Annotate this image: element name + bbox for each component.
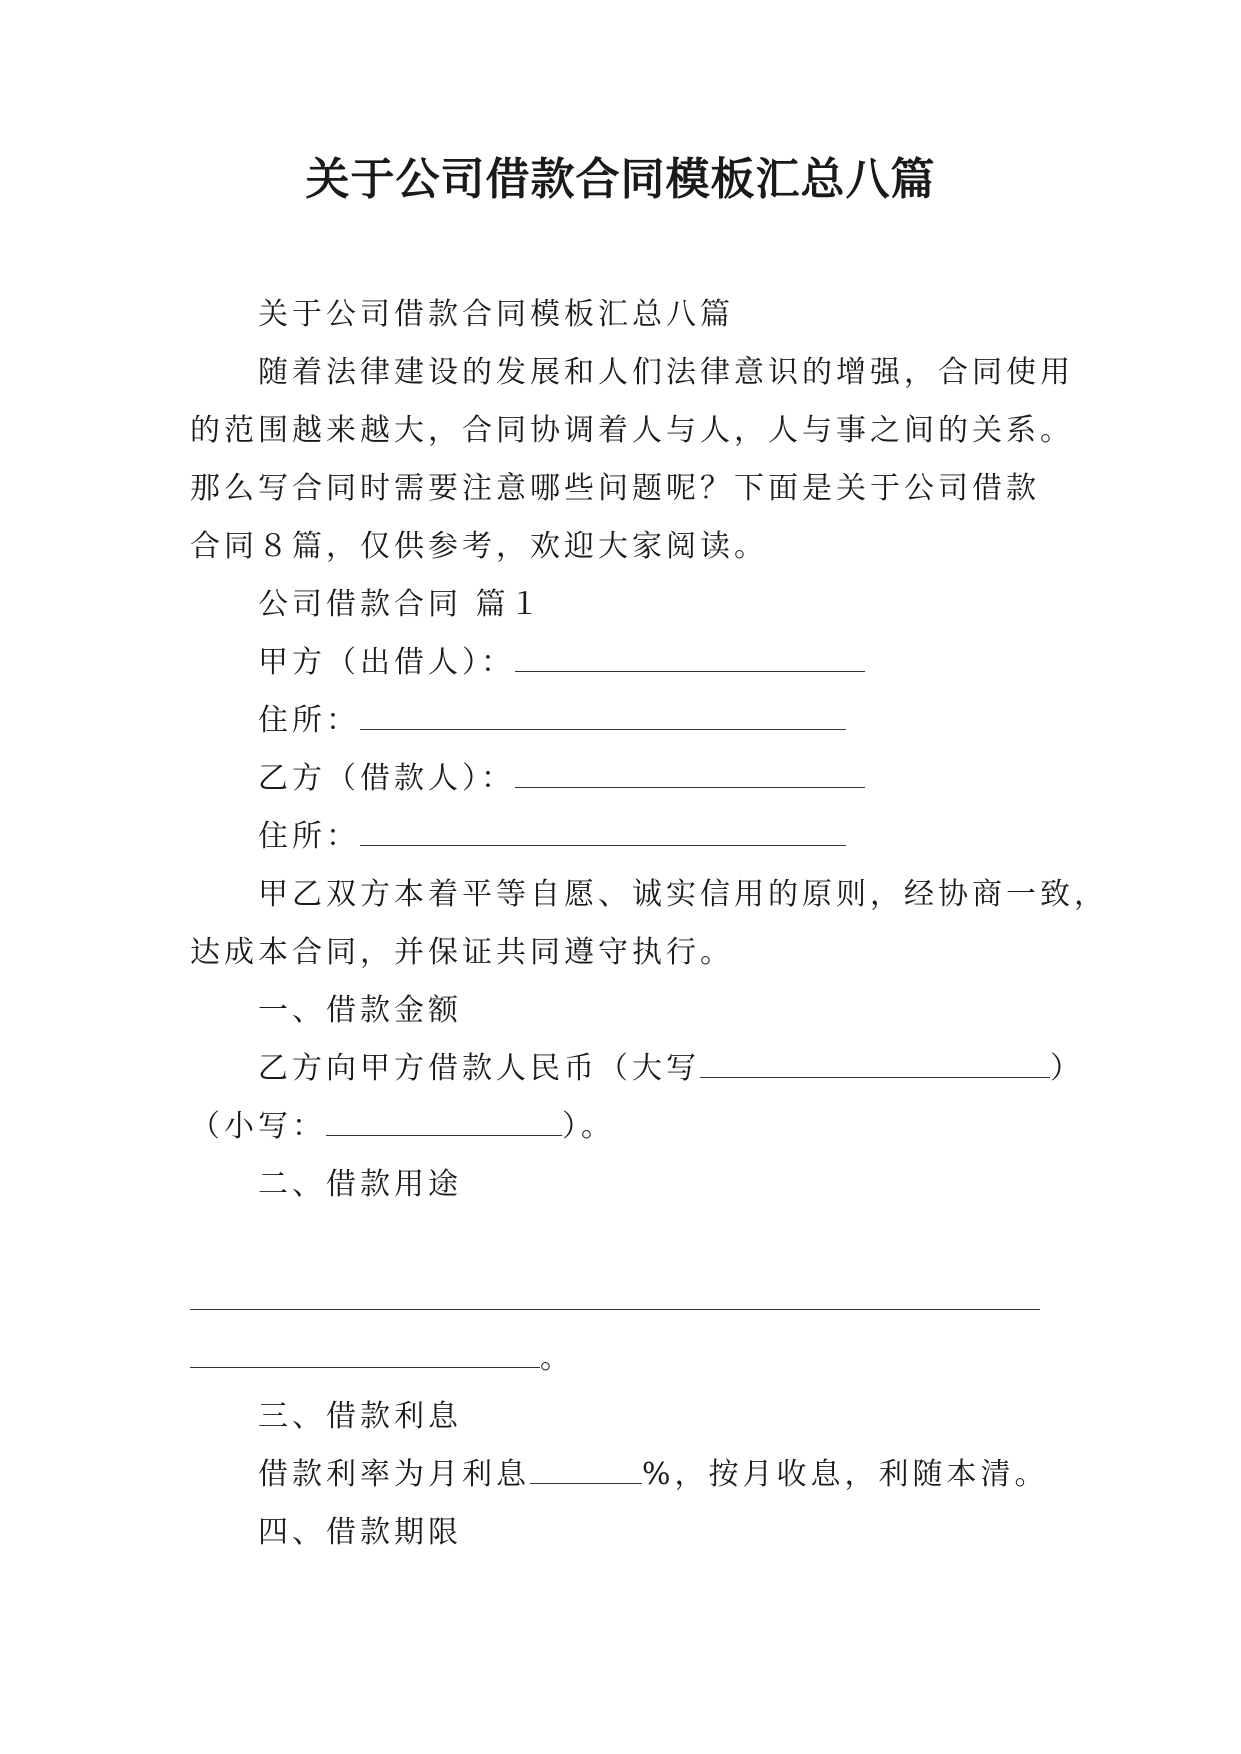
clause-1-figure-blank [326,1111,562,1136]
intro-line-1: 随着法律建设的发展和人们法律意识的增强，合同使用 [258,355,1074,390]
clause-1-line-2 [190,1098,1090,1156]
clause-3-rate-blank [530,1459,642,1484]
clause-2-purpose-blank-2 [190,1343,540,1368]
agreement-line-2: 达成本合同，并保证共同遵守执行。 [190,935,734,970]
clause-1-figure-end: ）。 [562,1109,615,1144]
clause-1-amount-end: ） [1050,1051,1084,1086]
clause-1-line-1 [190,1040,1090,1098]
clause-2-spacer [190,1214,1090,1272]
party-a-address-row [190,692,1090,750]
intro-line-4: 合同８篇，仅供参考，欢迎大家阅读。 [190,529,768,564]
clause-2-line-end: 。 [540,1341,574,1376]
document-subtitle: 关于公司借款合同模板汇总八篇 [258,297,734,332]
document-body [190,286,1108,1562]
agreement-line-1: 甲乙双方本着平等自愿、诚实信用的原则，经协商一致， [258,877,1108,912]
clause-1-figure-label: （小写： [190,1109,326,1144]
clause-1-heading: 一、借款金额 [258,993,462,1028]
party-a-blank [515,647,865,672]
clause-1-amount-label: 乙方向甲方借款人民币（大写 [258,1051,700,1086]
clause-3-line [190,1446,1090,1504]
party-a-address-label: 住所： [258,703,360,738]
party-b-label: 乙方（借款人）： [258,761,515,796]
clause-3-rate-label: 借款利率为月利息 [258,1457,530,1492]
clause-2-heading: 二、借款用途 [258,1167,462,1202]
clause-1-amount-blank [700,1053,1050,1078]
party-b-address-label: 住所： [258,819,360,854]
clause-2-purpose-blank-1 [190,1285,1040,1310]
party-a-address-blank [360,705,846,730]
clause-3-heading: 三、借款利息 [258,1399,462,1434]
party-b-row [190,750,1090,808]
clause-2-line-2 [190,1330,1090,1388]
party-b-address-row [190,808,1090,866]
document-title: 关于公司借款合同模板汇总八篇 [305,154,936,205]
intro-line-2: 的范围越来越大，合同协调着人与人，人与事之间的关系。 [190,413,1074,448]
party-b-blank [515,763,865,788]
clause-2-line-1 [190,1272,1090,1330]
party-a-label: 甲方（出借人）： [258,645,515,680]
section-heading: 公司借款合同 篇１ [258,587,544,622]
intro-line-3: 那么写合同时需要注意哪些问题呢？下面是关于公司借款 [190,471,1040,506]
party-a-row [190,634,1090,692]
party-b-address-blank [360,821,846,846]
clause-4-heading: 四、借款期限 [258,1515,462,1550]
clause-3-rate-tail: %，按月收息，利随本清。 [642,1457,1049,1492]
